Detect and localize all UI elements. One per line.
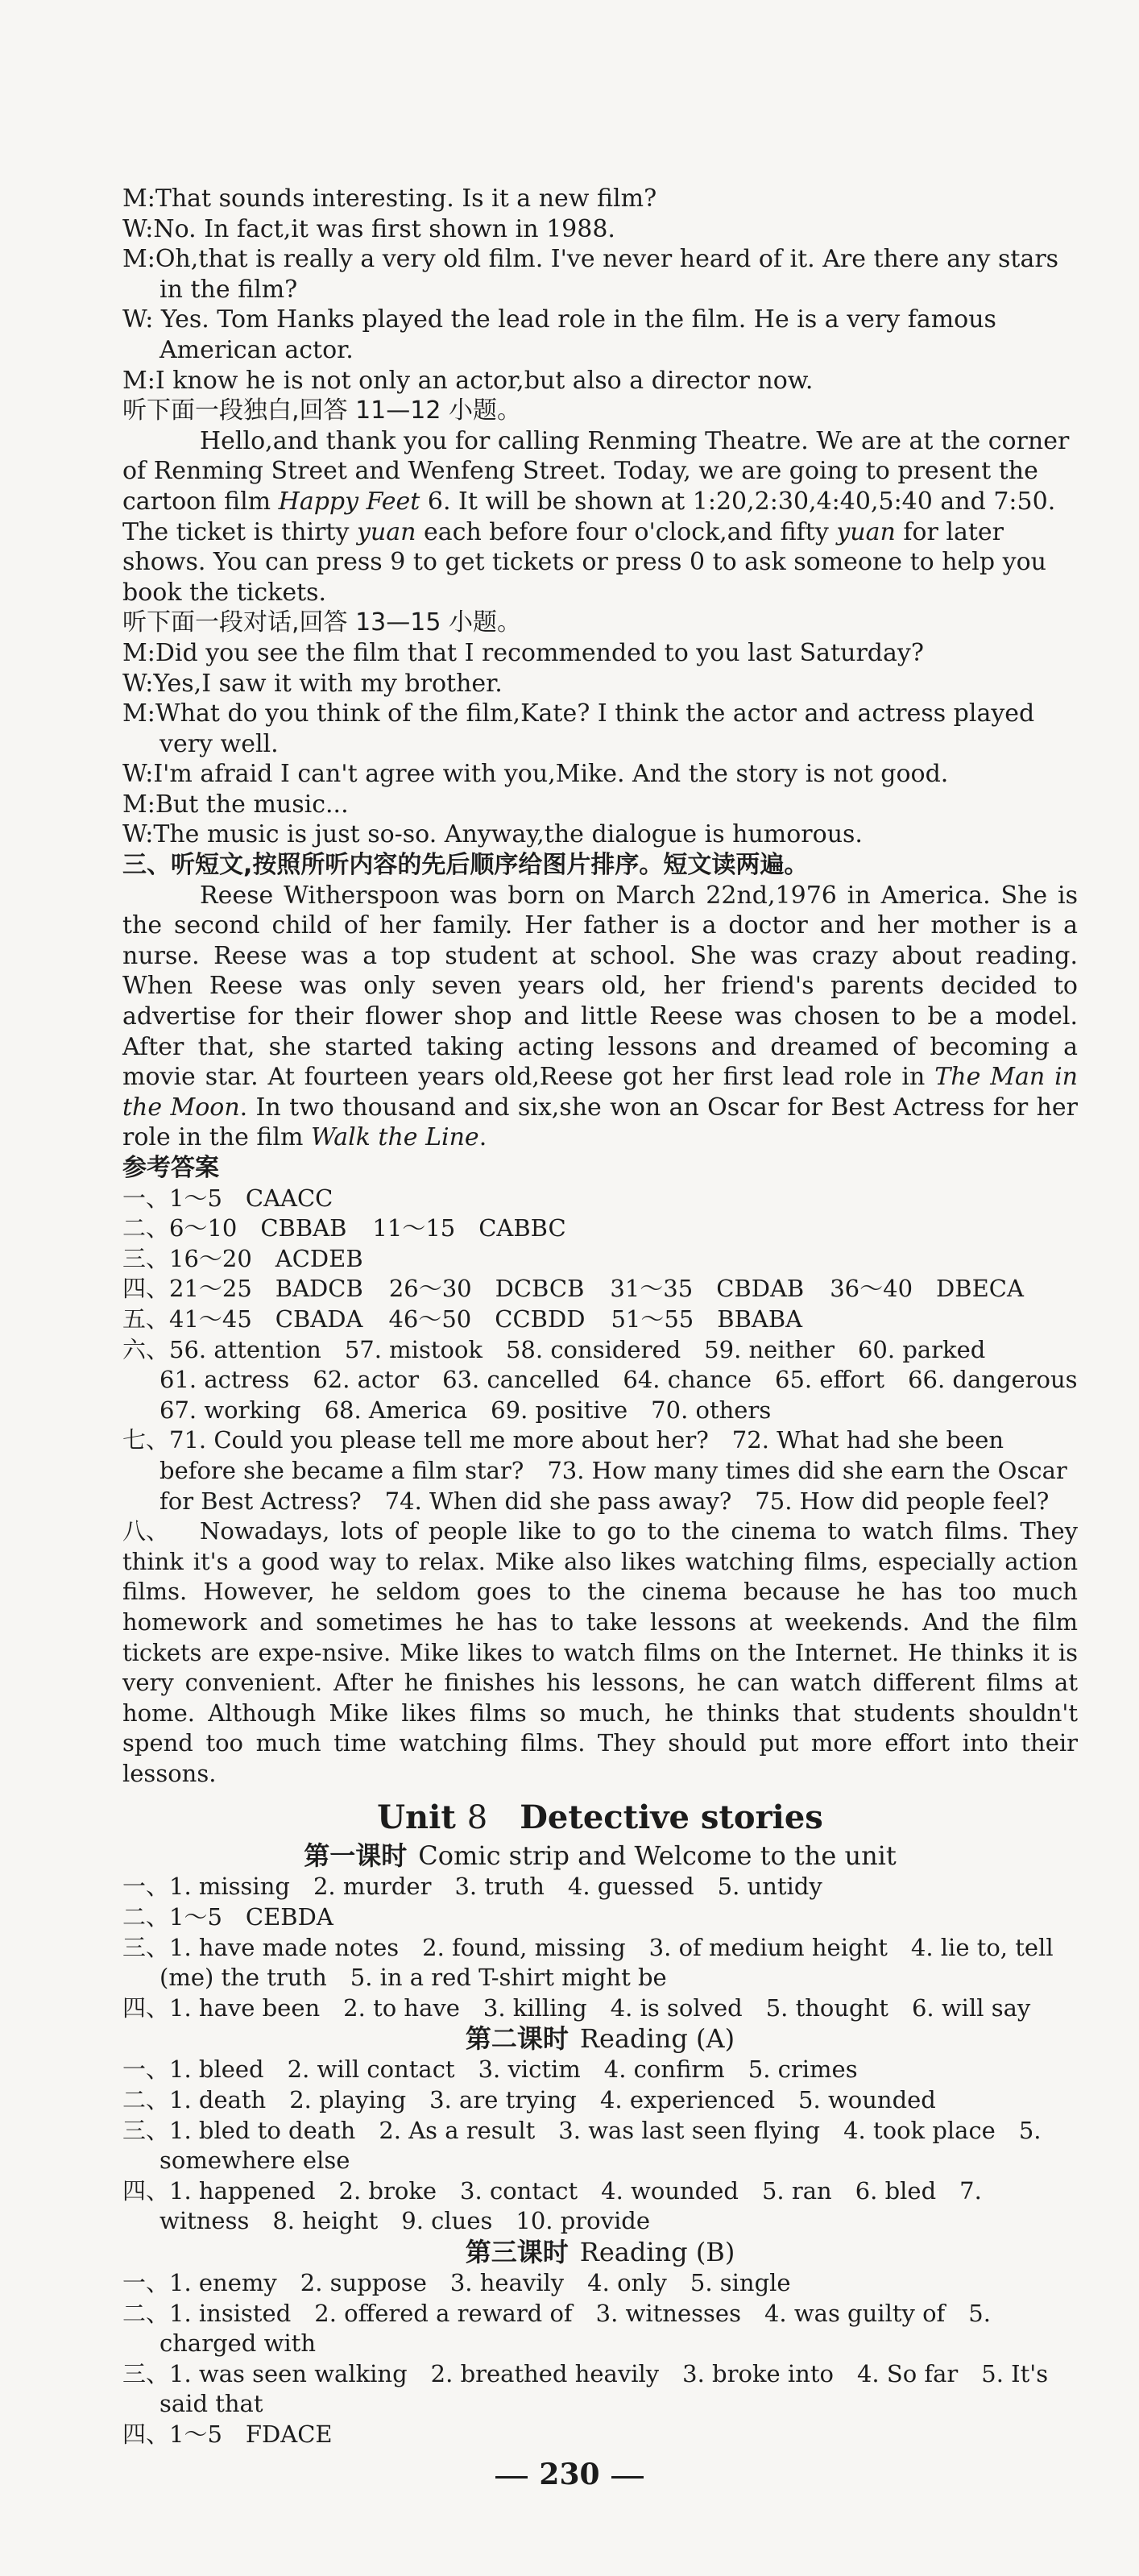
answer-row: 五、41～45 CBADA 46～50 CCBDD 51～55 BBABA [122,1305,803,1333]
answer-row: 二、1. death 2. playing 3. are trying 4. experienced 5. wounded [122,2086,936,2114]
page-number-text: 230 [539,2458,600,2491]
dialogue-line: W:The music is just so-so. Anyway,the dialogue is humorous. [122,820,863,849]
answer-row: 四、21～25 BADCB 26～30 DCBCB 31～35 CBDAB 36～40 DBECA [122,1275,1024,1303]
answer-row: 四、1～5 FDACE [122,2420,333,2448]
monologue-text: Hello,and thank you for calling Renming Theatre. We are at the corner of Renming Street and Wenfeng Street. Today, we are going to present the cartoon film Happy Feet 6. It will be shown at 1:20,2:30,4:40,5:40 and 7:50. The ticket is thirty yuan each before four o'clock,and fifty yuan for later shows. You can press 9 to get tickets or press 0 to ask someone to help you book the tickets. [122,426,1070,607]
answer-row: 二、6～10 CBBAB 11～15 CABBC [122,1214,566,1242]
lesson-heading: 第一课时 Comic strip and Welcome to the unit [304,1840,897,1872]
page-number [0,2458,1139,2491]
monologue-instruction: 听下面一段独白,回答 11—12 小题。 [122,396,521,425]
answer-row: 六、56. attention 57. mistook 58. considered 59. neither 60. parked [122,1335,986,1363]
dialogue-line: W:Yes,I saw it with my brother. [122,669,503,698]
passage-text: Reese Witherspoon was born on March 22nd,1976 in America. She is the second child of her family. Her father is a doctor and her mother is a nurse. Reese was a top student at school. She was crazy about reading. When Reese was only seven years old, her friend's parents decided to advertise for their flower shop and little Reese was chosen to be a model. After that, she started taking acting lessons and dreamed of becoming a movie star. At fourteen years old,Reese got her first lead role in The Man in the Moon. In two thousand and six,she won an Oscar for Best Actress for her role in the film Walk the Line. [122,881,1078,1152]
answer-row: 七、71. Could you please tell me more about her? 72. What had she been before she became a film star? 73. How many times did she earn the Oscar for Best Actress? 74. When did she pass away? 75. How did people feel? [122,1426,1067,1515]
section-heading: 三、听短文,按照所听内容的先后顺序给图片排序。短文读两遍。 [122,851,809,880]
answer-row: 一、1. missing 2. murder 3. truth 4. guessed 5. untidy [122,1873,822,1901]
answer-row: 三、1. have made notes 2. found, missing 3. of medium height 4. lie to, tell (me) the truth 5. in a red T-shirt might be [122,1933,1054,1992]
dash-right [611,2476,644,2479]
dialogue-line: W:No. In fact,it was first shown in 1988. [122,214,615,243]
dialogue-line: M:Did you see the film that I recommended to you last Saturday? [122,638,924,667]
page-content [122,184,1078,2450]
lesson-heading: 第二课时 Reading (A) [465,2023,735,2055]
film-title: The Man in the Moon [122,1063,1078,1122]
answers-heading: 参考答案 [122,1154,219,1182]
answer-row: 61. actress 62. actor 63. cancelled 64. chance 65. effort 66. dangerous [159,1366,1078,1394]
answer-row: 二、1～5 CEBDA [122,1903,333,1931]
dialogue-line: M:Oh,that is really a very old film. I've never heard of it. Are there any stars in the film? [122,245,1059,304]
answer-row: 四、1. happened 2. broke 3. contact 4. wounded 5. ran 6. bled 7. witness 8. height 9. clues 10. provide [122,2176,982,2235]
answer-row: 二、1. insisted 2. offered a reward of 3. witnesses 4. was guilty of 5. charged with [122,2299,991,2358]
film-title: Walk the Line [311,1123,479,1152]
dialogue-line: M:That sounds interesting. Is it a new film? [122,185,657,213]
answer-row: 三、1. was seen walking 2. breathed heavily 3. broke into 4. So far 5. It's said that [122,2359,1049,2418]
answer-row: 67. working 68. America 69. positive 70. others [159,1396,772,1424]
dialogue-line: M:What do you think of the film,Kate? I think the actor and actress played very well. [122,699,1035,758]
lesson-heading: 第三课时 Reading (B) [465,2237,735,2267]
dialogue-line: M:I know he is not only an actor,but also a director now. [122,366,814,395]
film-title: Happy Feet [278,487,420,516]
dialogue-instruction: 听下面一段对话,回答 13—15 小题。 [122,608,521,637]
dash-left [495,2476,528,2479]
unit-title: Unit 8 Detective stories [377,1798,823,1837]
dialogue-line: M:But the music... [122,790,349,819]
dialogue-line: W:I'm afraid I can't agree with you,Mike. And the story is not good. [122,760,949,789]
dialogue-line: W: Yes. Tom Hanks played the lead role in the film. He is a very famous American actor. [122,305,996,364]
answer-row: 一、1. enemy 2. suppose 3. heavily 4. only 5. single [122,2269,791,2296]
answer-row: 一、1～5 CAACC [122,1184,333,1212]
answer-essay: 八、 Nowadays, lots of people like to go to the cinema to watch films. They think it's a good way to relax. Mike also likes watching films, especially action films. However, he seldom goes to the cinema because he has too much homework and sometimes he has to take lessons at weekends. And the film tickets are expe-nsive. Mike likes to watch films on the Internet. He thinks it is very convenient. After he finishes his lessons, he can watch different films at home. Although Mike likes films so much, he thinks that students shouldn't spend too much time watching films. They should put more effort into their lessons. [122,1517,1078,1787]
answer-row: 四、1. have been 2. to have 3. killing 4. is solved 5. thought 6. will say [122,1993,1031,2022]
answer-row: 三、16～20 ACDEB [122,1244,363,1272]
answer-row: 一、1. bleed 2. will contact 3. victim 4. confirm 5. crimes [122,2055,858,2084]
answer-row: 三、1. bled to death 2. As a result 3. was last seen flying 4. took place 5. somewhere else [122,2116,1042,2175]
